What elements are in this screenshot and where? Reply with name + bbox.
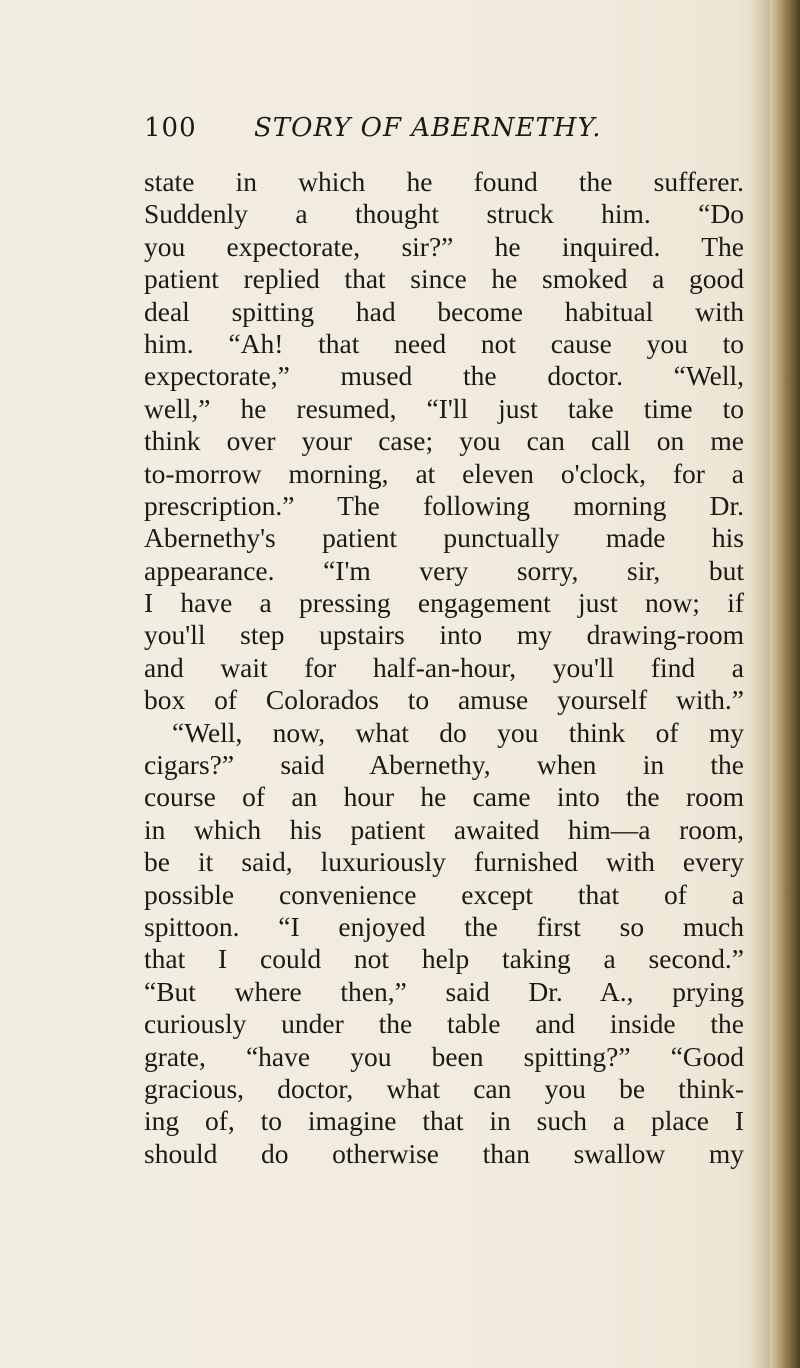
book-binding-edge [770,0,800,1368]
text-line: Abernethy's patient punctually made his [144,522,744,554]
text-line: in which his patient awaited him—a room, [144,813,744,845]
text-line: and wait for half-an-hour, you'll find a [144,651,744,683]
text-line: Suddenly a thought struck him. “Do [144,198,744,230]
text-line: curiously under the table and inside the [144,1008,744,1040]
text-line: “Well, now, what do you think of my [172,716,744,748]
text-line: expectorate,” mused the doctor. “Well, [144,360,744,392]
text-line: ing of, to imagine that in such a place I [144,1105,744,1137]
text-line: should do otherwise than swallow my [144,1137,744,1169]
text-line: I have a pressing engagement just now; if [144,587,744,619]
text-line: state in which he found the sufferer. [144,166,744,197]
page-gutter-shadow [752,0,770,1368]
text-line: spittoon. “I enjoyed the first so much [144,910,744,942]
text-line: you'll step upstairs into my drawing-room [144,619,744,651]
text-line: prescription.” The following morning Dr. [144,489,744,521]
text-line: deal spitting had become habitual with [144,295,744,327]
text-line: course of an hour he came into the room [144,781,744,813]
text-line: gracious, doctor, what can you be think- [144,1072,744,1104]
text-line: think over your case; you can call on me [144,425,744,457]
page-number: 100 [144,113,197,143]
text-line: appearance. “I'm very sorry, sir, but [144,554,744,586]
text-line: grate, “have you been spitting?” “Good [144,1040,744,1072]
text-line: you expectorate, sir?” he inquired. The [144,230,744,262]
running-head [144,108,764,148]
body-text [144,166,744,1170]
running-title: STORY OF ABERNETHY. [254,113,602,143]
text-line: to-morrow morning, at eleven o'clock, for a [144,457,744,489]
text-line: possible convenience except that of a [144,878,744,910]
text-line: well,” he resumed, “I'll just take time to [144,392,744,424]
text-line: him. “Ah! that need not cause you to [144,327,744,359]
text-line: that I could not help taking a second.” [144,943,744,975]
text-line: be it said, luxuriously furnished with every [144,846,744,878]
text-line: “But where then,” said Dr. A., prying [144,975,744,1007]
text-line: box of Colorados to amuse yourself with.” [144,684,744,716]
text-line: cigars?” said Abernethy, when in the [144,749,744,781]
text-line: patient replied that since he smoked a good [144,263,744,295]
